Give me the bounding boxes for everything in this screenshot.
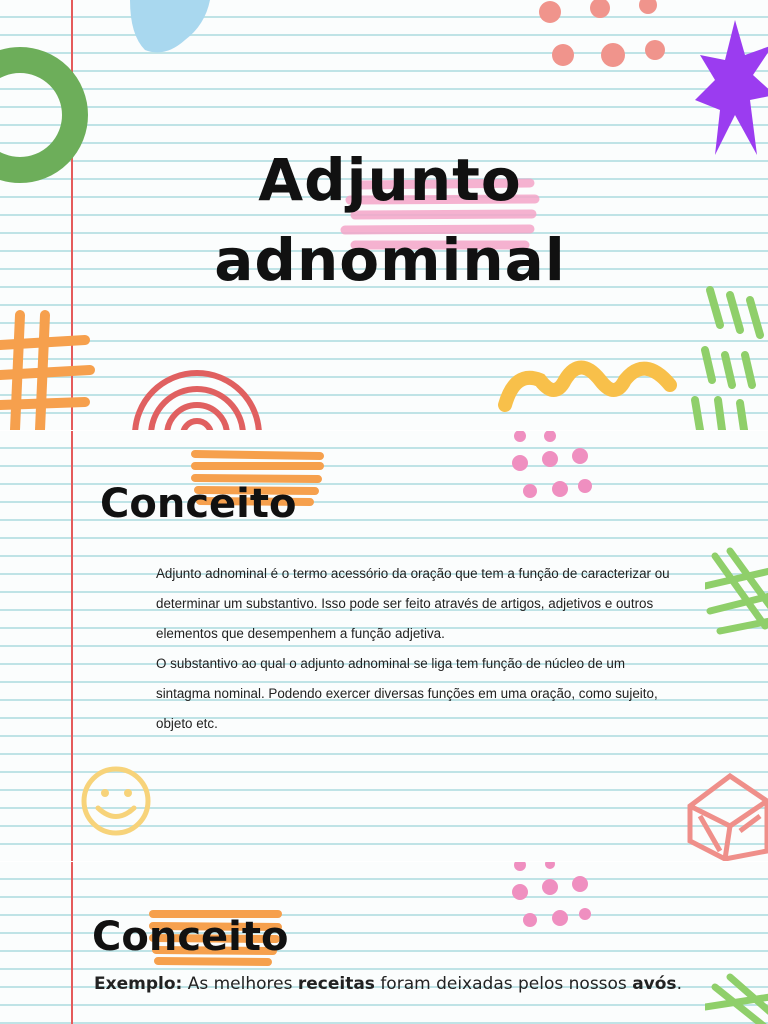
red-rainbow-decoration xyxy=(125,345,270,430)
example-sentence xyxy=(94,974,682,994)
orange-scribble-decoration xyxy=(0,310,95,430)
pink-dots-decoration xyxy=(530,0,670,75)
green-scribble-decoration xyxy=(705,546,768,641)
example-highlight: avós xyxy=(632,974,677,994)
example-label: Exemplo: xyxy=(94,974,183,994)
example-text: As melhores xyxy=(182,974,298,994)
margin-line xyxy=(71,862,73,1024)
paragraph-1: Adjunto adnominal é o termo acessório da oração que tem a função de caracterizar ou determinar um substantivo. Isso pode ser feito através de artigos, adjetivos e outros elementos que desempenhem a função adjetiva. xyxy=(156,566,670,641)
title-line-1: Adjunto xyxy=(258,146,522,214)
example-text: . xyxy=(676,974,682,994)
pink-dots-decoration xyxy=(505,862,600,932)
title-slide xyxy=(0,0,768,430)
section-heading: Conceito xyxy=(100,481,297,527)
yellow-squiggle-decoration xyxy=(495,355,685,415)
section-heading: Conceito xyxy=(92,914,289,960)
blue-blob-decoration xyxy=(125,0,215,60)
pink-dots-decoration xyxy=(505,431,605,506)
margin-line xyxy=(71,431,73,861)
purple-splat-decoration xyxy=(695,15,768,165)
example-slide xyxy=(0,862,768,1024)
green-ring-decoration xyxy=(0,40,100,185)
concept-text xyxy=(156,559,676,739)
paragraph-2: O substantivo ao qual o adjunto adnominal se liga tem função de núcleo de um sintagma nominal. Podendo exercer diversas funções em uma oração, como sujeito, objeto etc. xyxy=(156,656,658,731)
green-stripes-decoration xyxy=(690,285,768,430)
title-line-2: adnominal xyxy=(214,226,566,294)
concept-slide xyxy=(0,431,768,861)
example-highlight: receitas xyxy=(297,974,375,994)
red-box-decoration xyxy=(685,771,768,861)
smiley-face-icon xyxy=(78,763,156,841)
example-text: foram deixadas pelos nossos xyxy=(374,974,633,994)
green-scribble-decoration xyxy=(705,972,768,1024)
page-title xyxy=(160,140,620,300)
